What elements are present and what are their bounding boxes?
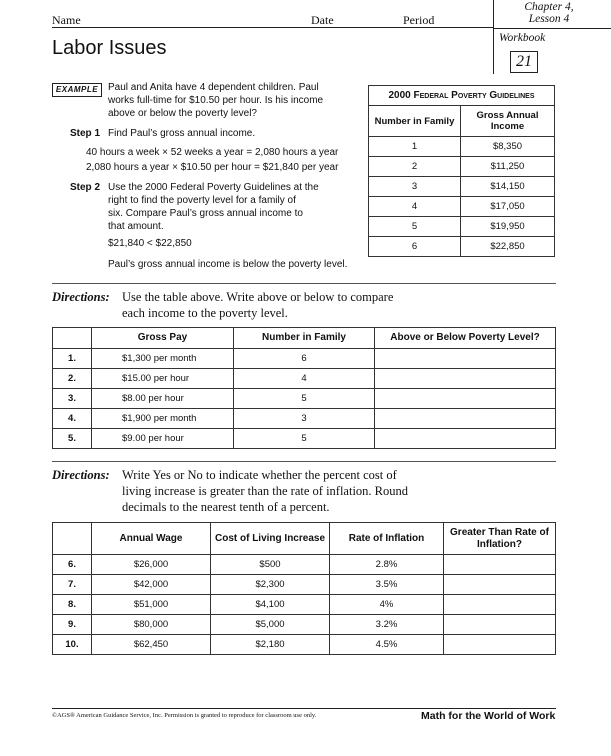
col-cost-of-living: Cost of Living Increase: [211, 523, 330, 555]
table-row: 1. $1,300 per month 6: [53, 349, 556, 369]
directions-2: Directions: Write Yes or No to indicate whether the percent cost of living increase is greater than the rate of inflation. Round decimals to the nearest tenth of a percent.: [52, 468, 409, 514]
book-title: Math for the World of Work: [421, 710, 556, 722]
table-row: 6 $22,850: [369, 237, 555, 257]
table-row: 3 $14,150: [369, 177, 555, 197]
answer-field[interactable]: [444, 615, 556, 635]
answer-field[interactable]: [444, 635, 556, 655]
table-row: 8. $51,000 $4,100 4%: [53, 595, 556, 615]
calc-line-2: 2,080 hours a year × $10.50 per hour = $21,840 per year: [86, 162, 339, 173]
col-number-in-family: Number in Family: [369, 106, 461, 137]
table-row: 5 $19,950: [369, 217, 555, 237]
table-row: 4. $1,900 per month 3: [53, 409, 556, 429]
directions-1: Directions: Use the table above. Write above or below to compare each income to the poverty level.: [52, 290, 394, 320]
table-row: 6. $26,000 $500 2.8%: [53, 555, 556, 575]
poverty-guidelines-table: [368, 85, 555, 257]
lesson-text: Lesson 4: [528, 13, 570, 25]
footer-rule: [52, 708, 556, 709]
copyright-text: ©AGS® American Guidance Service, Inc. Permission is granted to reproduce for classroom use only.: [52, 712, 317, 719]
page-title: Labor Issues: [52, 37, 167, 59]
answer-field[interactable]: [375, 389, 556, 409]
answer-field[interactable]: [375, 409, 556, 429]
workbook-rule: [493, 28, 494, 74]
conclusion: Paul’s gross annual income is below the poverty level.: [108, 259, 348, 270]
table-row: 2 $11,250: [369, 157, 555, 177]
example-problem: Paul and Anita have 4 dependent children. Paul works full-time for $10.50 per hour. Is his income above or below the poverty level?: [108, 82, 324, 119]
inflation-table: [52, 522, 556, 655]
col-annual-wage: Annual Wage: [92, 523, 211, 555]
name-line: [52, 27, 493, 28]
calc-line-1: 40 hours a week × 52 weeks a year = 2,080 hours a year: [86, 147, 339, 158]
table-row: 3. $8.00 per hour 5: [53, 389, 556, 409]
step2-text: Use the 2000 Federal Poverty Guidelines at the right to find the poverty level for a family of six. Compare Paul’s gross annual income to that amount.: [108, 182, 319, 232]
table-row: 1 $8,350: [369, 137, 555, 157]
answer-field[interactable]: [444, 575, 556, 595]
period-label: Period: [403, 13, 435, 27]
col-rate-of-inflation: Rate of Inflation: [330, 523, 444, 555]
table-row: 9. $80,000 $5,000 3.2%: [53, 615, 556, 635]
section-divider-1: [52, 283, 556, 284]
step1-label: Step 1: [70, 128, 101, 139]
col-gross-pay: Gross Pay: [92, 328, 234, 349]
answer-field[interactable]: [375, 429, 556, 449]
answer-field[interactable]: [444, 595, 556, 615]
step1-text: Find Paul’s gross annual income.: [108, 128, 256, 139]
table-row: 2. $15.00 per hour 4: [53, 369, 556, 389]
page-number: 21: [510, 51, 538, 73]
col-gross-annual-income: Gross Annual Income: [461, 106, 555, 137]
workbook-label: Workbook: [499, 32, 546, 44]
col-greater-than: Greater Than Rate of Inflation?: [444, 523, 556, 555]
comparison: $21,840 < $22,850: [108, 238, 192, 249]
poverty-comparison-table: [52, 327, 556, 449]
table-row: 4 $17,050: [369, 197, 555, 217]
chapter-box: [493, 0, 611, 29]
table-row: 10. $62,450 $2,180 4.5%: [53, 635, 556, 655]
table-row: 5. $9.00 per hour 5: [53, 429, 556, 449]
example-tag: EXAMPLE: [52, 83, 102, 97]
answer-field[interactable]: [375, 369, 556, 389]
section-divider-2: [52, 461, 556, 462]
col-number-in-family: Number in Family: [234, 328, 375, 349]
answer-field[interactable]: [375, 349, 556, 369]
name-label: Name: [52, 13, 81, 27]
col-above-below: Above or Below Poverty Level?: [375, 328, 556, 349]
answer-field[interactable]: [444, 555, 556, 575]
date-label: Date: [311, 13, 334, 27]
chapter-text: Chapter 4,: [524, 1, 574, 13]
step2-label: Step 2: [70, 182, 101, 193]
table-row: 7. $42,000 $2,300 3.5%: [53, 575, 556, 595]
poverty-table-title: 2000 Federal Poverty Guidelines: [369, 86, 555, 106]
